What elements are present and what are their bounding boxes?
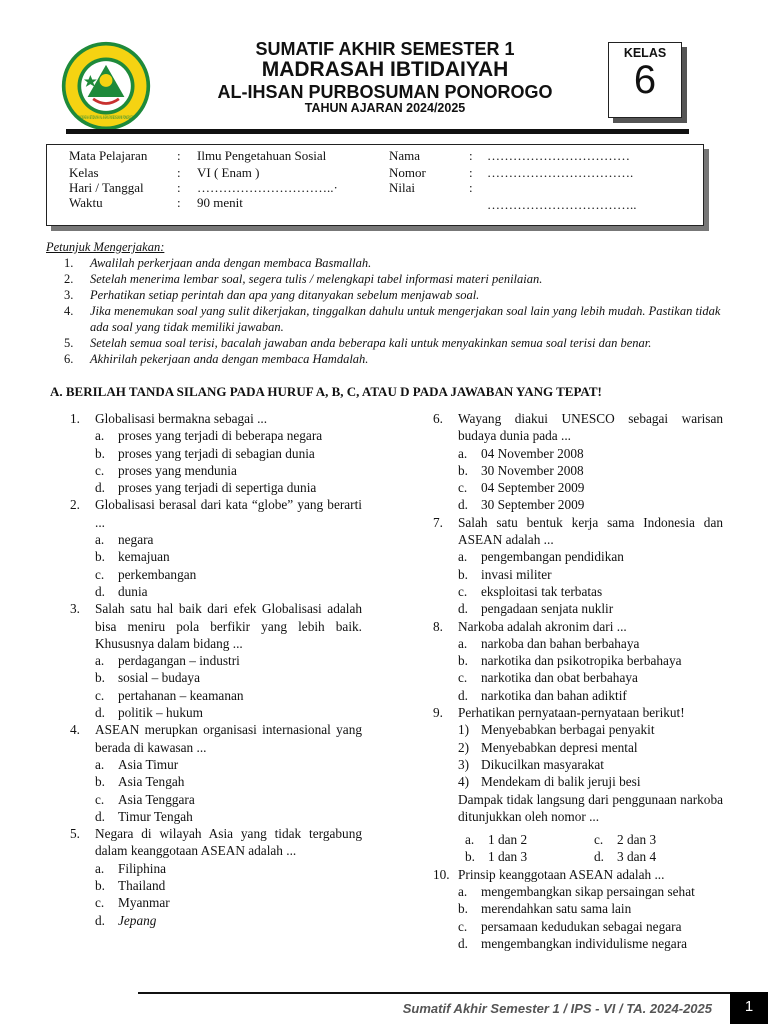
option-text: narkotika dan obat berbahaya: [481, 670, 638, 686]
answer-option[interactable]: [458, 600, 723, 617]
questions-left-column: [70, 410, 362, 929]
answer-option[interactable]: [95, 669, 362, 686]
question-number: 8.: [433, 618, 443, 634]
option-letter: 3): [458, 756, 470, 772]
answer-option[interactable]: [95, 808, 362, 825]
question-number: 7.: [433, 514, 443, 530]
question-number: 9.: [433, 705, 443, 721]
madrasah-logo-icon: [60, 40, 152, 132]
option-letter: c.: [458, 583, 468, 599]
question-number: 2.: [70, 497, 80, 513]
question-text: Salah satu hal baik dari efek Globalisasi adalah bisa meniru pola berfikir yang lebih baik. Khususnya dalam bidang ...: [95, 601, 362, 651]
instructions-title: Petunjuk Mengerjakan:: [46, 240, 165, 254]
option-text: persamaan kedudukan sebagai negara: [481, 918, 682, 934]
subject-label: Mata Pelajaran: [69, 148, 148, 163]
answer-option[interactable]: [95, 860, 362, 877]
option-letter: a.: [458, 549, 468, 565]
number-label: Nomor: [389, 165, 426, 180]
instruction-text: Perhatikan setiap perintah dan apa yang ditanyakan sebelum menjawab soal.: [90, 288, 480, 302]
question: [433, 618, 723, 635]
option-text: Menyebabkan depresi mental: [481, 739, 638, 755]
instructions-list: [64, 255, 724, 367]
option-letter: c.: [458, 480, 468, 496]
answer-grid: [465, 831, 723, 866]
question-text: Wayang diakui UNESCO sebagai warisan budaya dunia pada ...: [458, 411, 723, 444]
option-letter: 1): [458, 722, 470, 738]
question: [433, 704, 723, 721]
answer-grid-row: [465, 831, 723, 848]
option-text: Timur Tengah: [118, 808, 193, 824]
answer-option[interactable]: [458, 756, 723, 773]
option-letter: b.: [95, 774, 105, 790]
colon: :: [469, 148, 473, 163]
instruction-text: Jika menemukan soal yang sulit dikerjakan, tinggalkan dahulu untuk mengerjakan soal lain yang lebih mudah. Pastikan tidak ada soal yang tidak memiliki jawaban.: [90, 304, 721, 334]
answer-option[interactable]: [95, 566, 362, 583]
option-text: Filiphina: [118, 860, 167, 876]
question-text: Globalisasi berasal dari kata “globe” yang berarti ...: [95, 497, 362, 530]
answer-option[interactable]: [95, 756, 362, 773]
option-text: Dikucilkan masyarakat: [481, 756, 604, 772]
instruction-number: 5.: [64, 336, 74, 350]
answer-option[interactable]: [95, 877, 362, 894]
answer-option[interactable]: [95, 894, 362, 911]
answer-option[interactable]: [458, 687, 723, 704]
instruction-number: 2.: [64, 272, 74, 286]
colon: :: [177, 195, 181, 210]
question-followup: Dampak tidak langsung dari penggunaan narkoba ditunjukkan oleh nomor ...: [458, 791, 723, 824]
option-text: eksploitasi tak terbatas: [481, 583, 603, 599]
option-letter: d.: [95, 912, 105, 928]
option-text: perdagangan – industri: [118, 653, 240, 669]
number-field[interactable]: …………………………….: [487, 165, 634, 180]
question-text: Perhatikan pernyataan-pernyataan berikut!: [458, 705, 685, 721]
section-a-heading: A. BERILAH TANDA SILANG PADA HURUF A, B, C, ATAU D PADA JAWABAN YANG TEPAT!: [50, 384, 602, 399]
page-number: 1: [730, 992, 768, 1024]
option-letter: c.: [458, 670, 468, 686]
option-letter: d.: [458, 935, 468, 951]
name-label: Nama: [389, 148, 421, 163]
class-box-value: 6: [633, 58, 657, 102]
instruction-text: Setelah menerima lembar soal, segera tulis / melengkapi tabel informasi materi penilaian.: [90, 272, 543, 286]
option-letter: a.: [95, 860, 105, 876]
question-text: ASEAN merupkan organisasi internasional yang berada di kawasan ...: [95, 722, 362, 755]
class-value: VI ( Enam ): [197, 165, 260, 180]
instruction-number: 4.: [64, 304, 74, 318]
option-letter: a.: [465, 832, 475, 848]
option-letter: d.: [95, 808, 105, 824]
option-text: dunia: [118, 583, 148, 599]
option-text: 2 dan 3: [617, 832, 657, 848]
question-text: Globalisasi bermakna sebagai ...: [95, 411, 268, 426]
option-letter: a.: [458, 635, 468, 651]
subject-value: Ilmu Pengetahuan Sosial: [197, 148, 327, 163]
logo-text: MADRASAH IBTIDAIYAH AL-IHSAN PURBOSUMAN PONOROGO: [78, 116, 134, 122]
answer-option[interactable]: [458, 739, 723, 756]
time-label: Waktu: [69, 195, 103, 210]
option-letter: d.: [95, 480, 105, 496]
option-text: proses yang terjadi di beberapa negara: [118, 428, 323, 444]
question: [70, 496, 362, 531]
class-box: [608, 42, 682, 118]
option-text: 1 dan 3: [488, 849, 528, 865]
question: [433, 866, 723, 883]
question-text: Prinsip keanggotaan ASEAN adalah ...: [458, 866, 665, 882]
option-letter: c.: [95, 791, 105, 807]
instruction-text: Akhirilah pekerjaan anda dengan membaca Hamdalah.: [90, 352, 369, 366]
question: [70, 721, 362, 756]
question-number: 10.: [433, 866, 450, 882]
instruction-number: 6.: [64, 352, 74, 366]
colon: :: [469, 180, 473, 195]
option-text: proses yang mendunia: [118, 462, 237, 478]
answer-option[interactable]: [458, 566, 723, 583]
option-letter: a.: [95, 532, 105, 548]
option-text: Jepang: [118, 912, 157, 928]
footer-divider: [138, 992, 730, 994]
question-number: 5.: [70, 826, 80, 842]
class-label: Kelas: [69, 165, 99, 180]
option-letter: d.: [594, 849, 604, 865]
answer-option[interactable]: [458, 883, 723, 900]
answer-option[interactable]: [458, 918, 723, 935]
footer-text: Sumatif Akhir Semester 1 / IPS - VI / TA. 2024-2025: [402, 1001, 712, 1016]
answer-option[interactable]: [95, 687, 362, 704]
option-text: merendahkan satu sama lain: [481, 901, 632, 917]
option-text: 30 November 2008: [481, 462, 584, 478]
answer-option[interactable]: [95, 462, 362, 479]
school-name: AL-IHSAN PURBOSUMAN PONOROGO: [217, 82, 553, 102]
option-text: pengadaan senjata nuklir: [481, 601, 614, 617]
question-number: 4.: [70, 722, 80, 738]
class-box-label: KELAS: [623, 46, 667, 60]
option-text: Menyebabkan berbagai penyakit: [481, 722, 655, 738]
answer-option[interactable]: [95, 704, 362, 721]
instruction-text: Setelah semua soal terisi, bacalah jawaban anda beberapa kali untuk menyakinkan semua soal terisi dan benar.: [90, 336, 652, 350]
exam-title: SUMATIF AKHIR SEMESTER 1: [255, 39, 515, 59]
option-letter: d.: [458, 601, 468, 617]
option-letter: c.: [95, 895, 105, 911]
option-text: 30 September 2009: [481, 497, 585, 513]
option-letter: b.: [95, 549, 105, 565]
date-field[interactable]: …………………………..·: [197, 180, 338, 195]
answer-option[interactable]: [458, 935, 723, 952]
instruction-number: 3.: [64, 288, 74, 302]
header-divider: [66, 129, 689, 134]
answer-option[interactable]: [95, 479, 362, 496]
answer-option[interactable]: [95, 652, 362, 669]
option-text: pertahanan – keamanan: [118, 687, 244, 703]
colon: :: [469, 165, 473, 180]
option-letter: b.: [95, 670, 105, 686]
option-text: proses yang terjadi di sepertiga dunia: [118, 480, 317, 496]
option-letter: d.: [95, 583, 105, 599]
option-text: politik – hukum: [118, 705, 203, 721]
answer-option[interactable]: [458, 900, 723, 917]
option-text: mengembangkan sikap persaingan sehat: [481, 884, 695, 900]
instruction-item: [64, 335, 724, 351]
answer-option[interactable]: [95, 445, 362, 462]
question-number: 1.: [70, 411, 80, 426]
answer-option[interactable]: [95, 773, 362, 790]
option-text: perkembangan: [118, 566, 197, 582]
time-value: 90 menit: [197, 195, 243, 210]
question-number: 3.: [70, 601, 80, 617]
name-field[interactable]: ……………………………: [487, 148, 630, 163]
answer-option[interactable]: [458, 652, 723, 669]
option-letter: a.: [95, 756, 105, 772]
option-letter: d.: [458, 687, 468, 703]
question-number: 6.: [433, 411, 443, 426]
option-letter: d.: [458, 497, 468, 513]
option-text: narkotika dan psikotropika berbahaya: [481, 653, 682, 669]
option-text: narkotika dan bahan adiktif: [481, 687, 627, 703]
answer-option[interactable]: [95, 791, 362, 808]
instruction-item: [64, 303, 724, 335]
option-letter: a.: [458, 884, 468, 900]
instruction-item: [64, 271, 724, 287]
answer-option[interactable]: [95, 531, 362, 548]
answer-option[interactable]: [458, 583, 723, 600]
option-letter: b.: [458, 462, 468, 478]
score-field[interactable]: ……………………………..: [487, 197, 637, 212]
option-letter: 4): [458, 774, 470, 790]
school-type: MADRASAH IBTIDAIYAH: [261, 58, 509, 81]
option-text: 1 dan 2: [488, 832, 528, 848]
answer-option[interactable]: [465, 848, 594, 865]
option-letter: c.: [458, 918, 468, 934]
option-letter: c.: [95, 566, 105, 582]
answer-option[interactable]: [95, 548, 362, 565]
academic-year: TAHUN AJARAN 2024/2025: [304, 101, 466, 115]
option-text: 04 November 2008: [481, 445, 584, 461]
option-letter: b.: [465, 849, 475, 865]
score-label: Nilai: [389, 180, 415, 195]
option-text: narkoba dan bahan berbahaya: [481, 635, 640, 651]
option-letter: b.: [95, 878, 105, 894]
option-letter: c.: [95, 462, 105, 478]
answer-option[interactable]: [465, 831, 594, 848]
option-letter: d.: [95, 705, 105, 721]
option-text: sosial – budaya: [118, 670, 200, 686]
option-text: Asia Tenggara: [118, 791, 195, 807]
answer-option[interactable]: [95, 912, 362, 929]
questions-right-column: [433, 410, 723, 952]
option-text: pengembangan pendidikan: [481, 549, 624, 565]
option-letter: b.: [458, 566, 468, 582]
instruction-number: 1.: [64, 256, 74, 270]
option-text: proses yang terjadi di sebagian dunia: [118, 445, 315, 461]
option-letter: a.: [458, 445, 468, 461]
option-letter: a.: [95, 653, 105, 669]
instruction-item: [64, 255, 724, 271]
option-text: negara: [118, 532, 154, 548]
option-text: invasi militer: [481, 566, 552, 582]
option-letter: b.: [95, 445, 105, 461]
question-text: Negara di wilayah Asia yang tidak tergabung dalam keanggotaan ASEAN adalah ...: [95, 826, 362, 859]
student-info-box: [46, 144, 704, 226]
option-text: Asia Tengah: [118, 774, 185, 790]
option-text: Asia Timur: [118, 756, 179, 772]
option-letter: c.: [95, 687, 105, 703]
option-text: mengembangkan individulisme negara: [481, 935, 688, 951]
option-text: kemajuan: [118, 549, 170, 565]
colon: :: [177, 180, 181, 195]
date-label: Hari / Tanggal: [69, 180, 144, 195]
question-text: Salah satu bentuk kerja sama Indonesia dan ASEAN adalah ...: [458, 514, 723, 548]
answer-option[interactable]: [458, 479, 723, 496]
option-letter: b.: [458, 653, 468, 669]
answer-option[interactable]: [458, 635, 723, 652]
colon: :: [177, 165, 181, 180]
option-letter: a.: [95, 428, 105, 444]
answer-option[interactable]: [458, 462, 723, 479]
answer-option[interactable]: [458, 721, 723, 738]
option-text: 04 September 2009: [481, 480, 585, 496]
answer-option[interactable]: [594, 848, 723, 865]
question: [70, 600, 362, 652]
answer-option[interactable]: [458, 773, 723, 790]
answer-option[interactable]: [458, 445, 723, 462]
question: [433, 410, 723, 445]
question: [70, 410, 362, 427]
question: [433, 514, 723, 549]
question-text: Narkoba adalah akronim dari ...: [458, 618, 627, 634]
answer-option[interactable]: [458, 496, 723, 513]
question: [70, 825, 362, 860]
answer-option[interactable]: [95, 427, 362, 444]
answer-option[interactable]: [458, 669, 723, 686]
option-letter: c.: [594, 832, 604, 848]
answer-grid-row: [465, 848, 723, 865]
option-text: Thailand: [118, 878, 166, 894]
option-letter: b.: [458, 901, 468, 917]
option-text: Myanmar: [118, 895, 170, 911]
option-text: Mendekam di balik jeruji besi: [481, 774, 641, 790]
answer-option[interactable]: [95, 583, 362, 600]
instruction-text: Awalilah perkerjaan anda dengan membaca Basmallah.: [90, 256, 372, 270]
instruction-item: [64, 287, 724, 303]
option-text: 3 dan 4: [617, 849, 657, 865]
option-letter: 2): [458, 739, 470, 755]
instruction-item: [64, 351, 724, 367]
colon: :: [177, 148, 181, 163]
answer-option[interactable]: [594, 831, 723, 848]
answer-option[interactable]: [458, 548, 723, 565]
